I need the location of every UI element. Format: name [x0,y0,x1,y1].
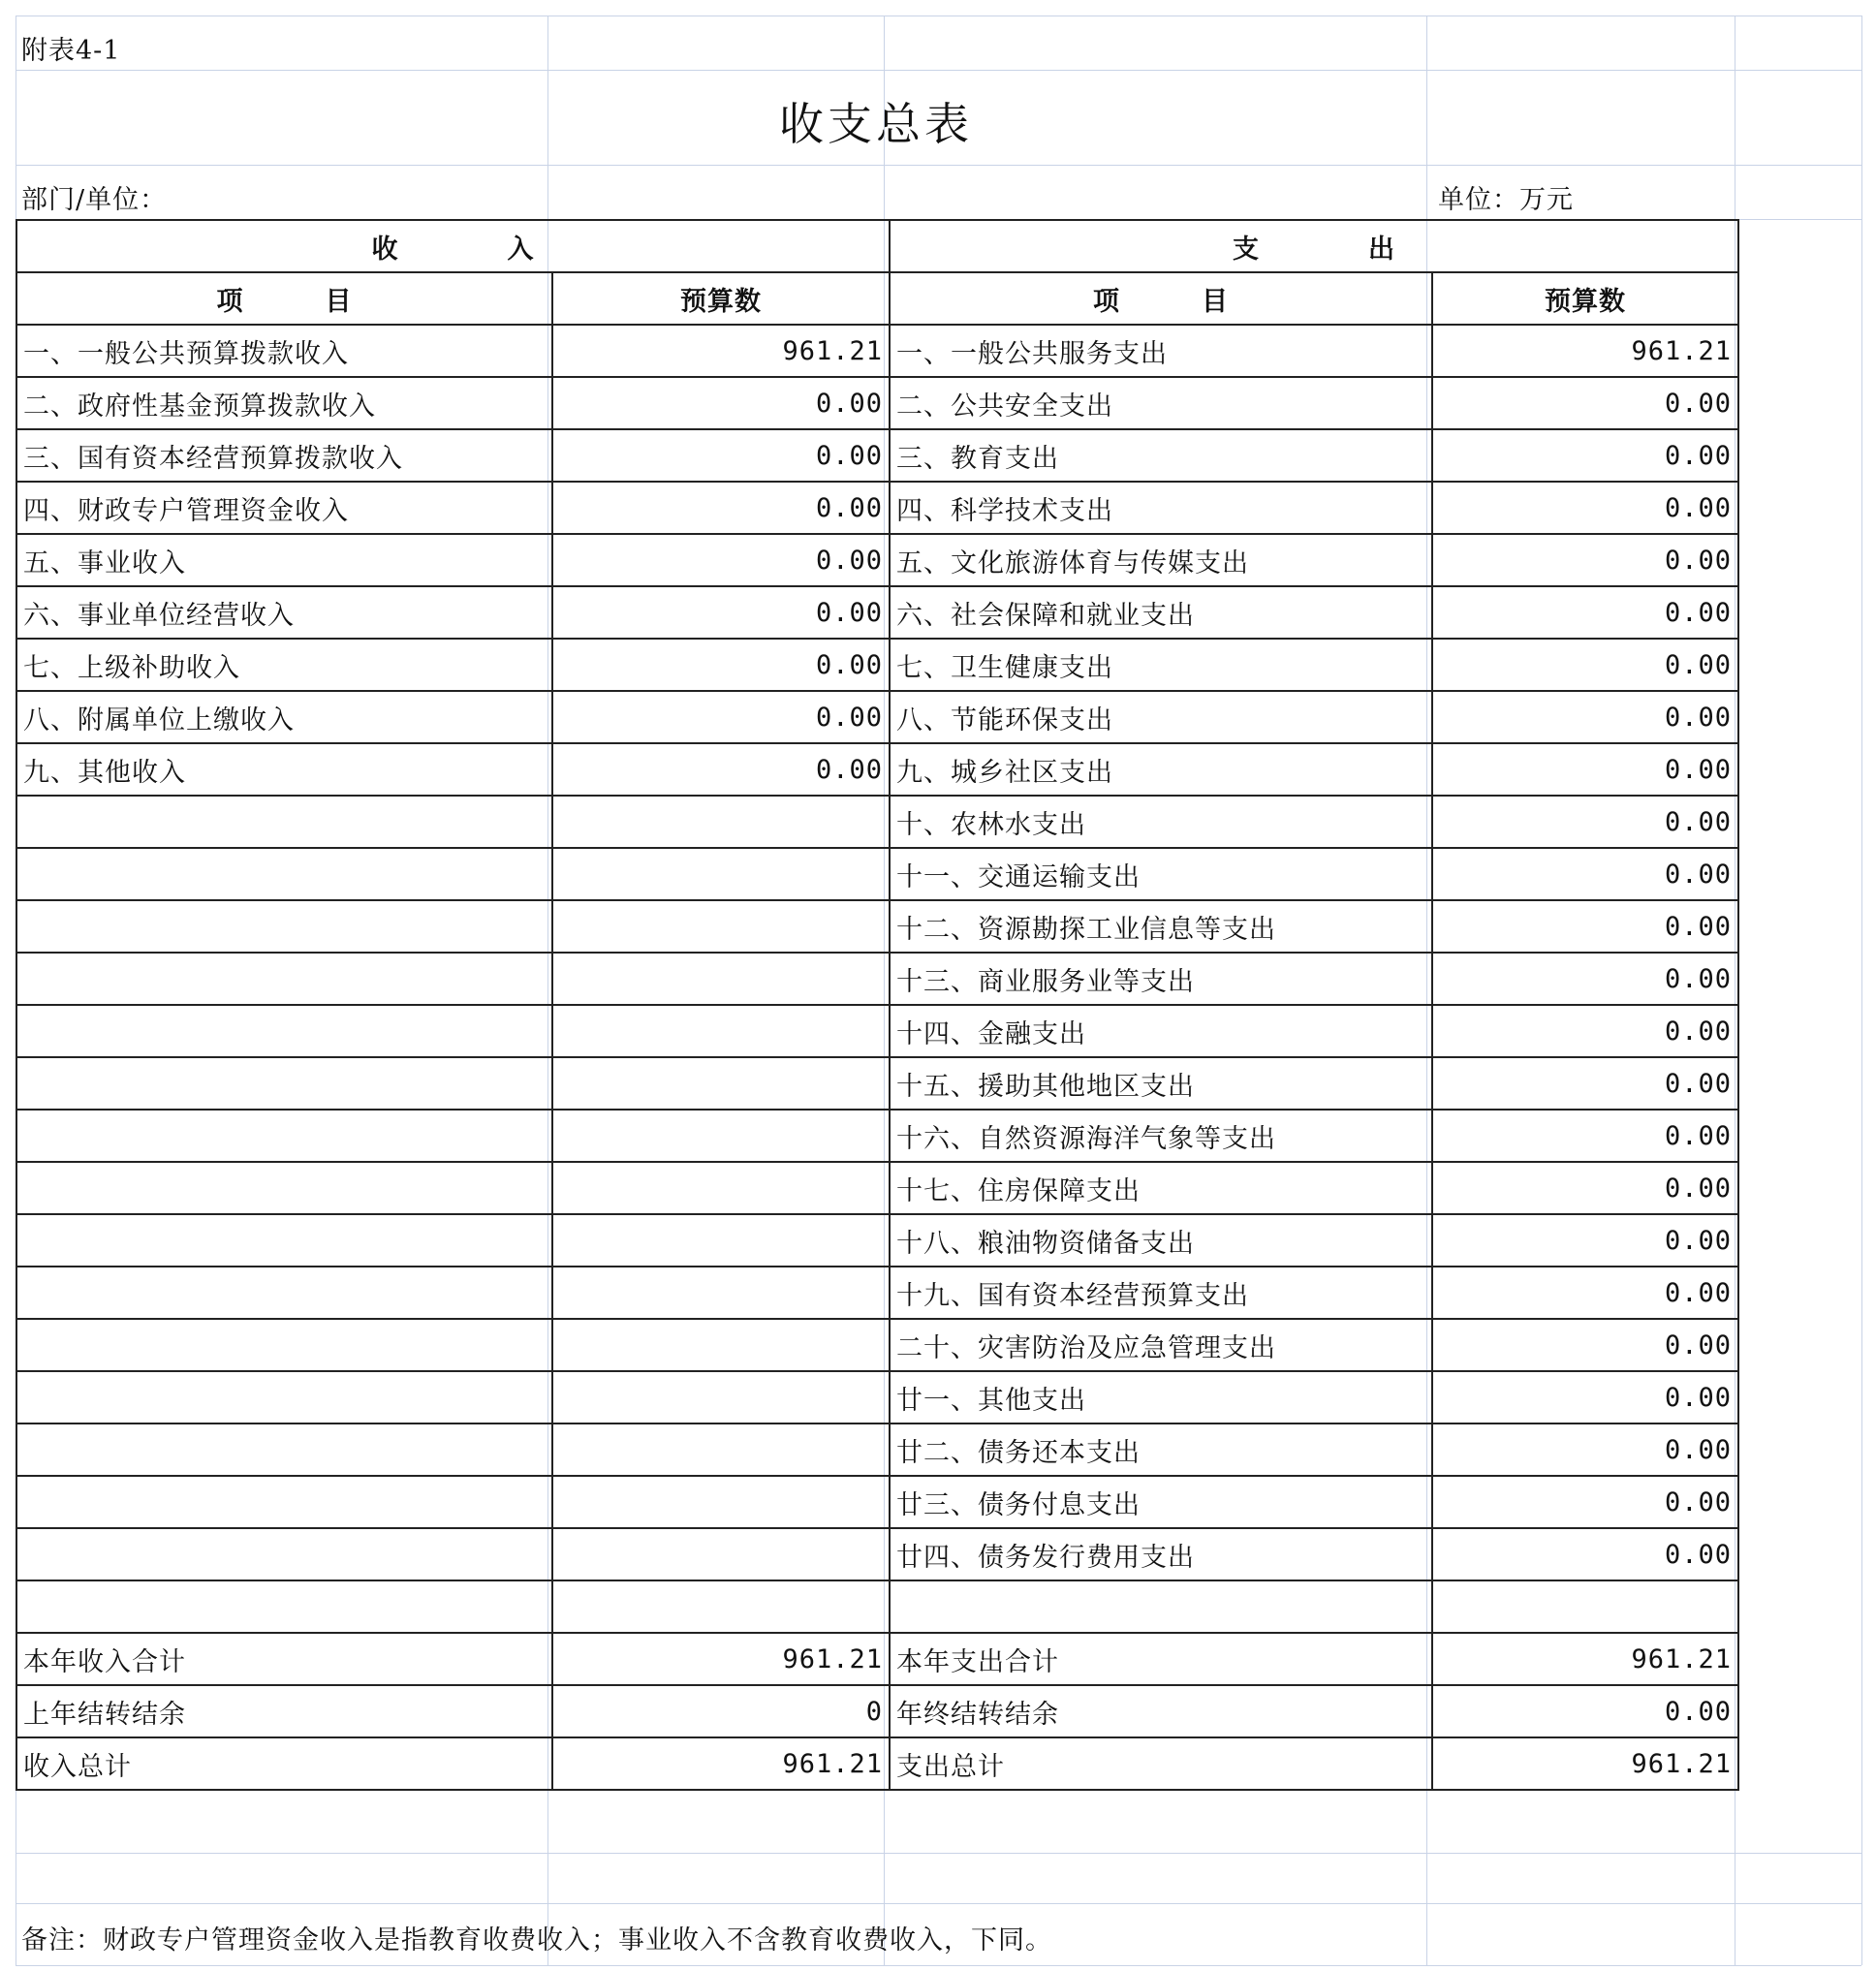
income-item-cell [16,1371,552,1424]
expense-value-cell: 961.21 [1432,1737,1738,1790]
expense-value-cell: 0.00 [1432,1476,1738,1528]
income-item-cell: 五、事业收入 [16,534,552,586]
income-value-cell [552,1267,890,1319]
table-row [16,1476,1738,1528]
income-item-header: 项 目 [16,272,552,325]
page-title: 收支总表 [779,98,973,150]
gridline [16,1903,1861,1904]
expense-item-cell: 廿二、债务还本支出 [890,1424,1432,1476]
expense-value-cell: 0.00 [1432,796,1738,848]
income-item-cell [16,1476,552,1528]
table-row [16,1424,1738,1476]
expense-item-cell: 七、卫生健康支出 [890,639,1432,691]
table-row [16,1214,1738,1267]
table-body [16,325,1738,1790]
income-item-cell [16,796,552,848]
income-value-cell: 0 [552,1685,890,1737]
expense-item-cell: 十七、住房保障支出 [890,1162,1432,1214]
table-row [16,848,1738,900]
income-item-cell [16,1057,552,1110]
table-row [16,639,1738,691]
expense-value-cell: 961.21 [1432,325,1738,377]
expense-value-cell [1432,1580,1738,1633]
expense-value-cell: 0.00 [1432,1005,1738,1057]
income-item-cell [16,1214,552,1267]
expense-item-cell: 十三、商业服务业等支出 [890,953,1432,1005]
annex-label: 附表4-1 [21,36,121,66]
expense-value-cell: 0.00 [1432,1110,1738,1162]
income-item-cell [16,1528,552,1580]
total-row [16,1737,1738,1790]
expense-item-cell: 廿四、债务发行费用支出 [890,1528,1432,1580]
expense-item-cell: 二十、灾害防治及应急管理支出 [890,1319,1432,1371]
income-value-cell [552,1162,890,1214]
gridline [16,165,1861,166]
income-value-cell [552,900,890,953]
expense-item-cell: 廿三、债务付息支出 [890,1476,1432,1528]
table-row [16,377,1738,429]
income-item-cell [16,1267,552,1319]
income-value-cell [552,953,890,1005]
expense-item-cell [890,1580,1432,1633]
expense-value-cell: 0.00 [1432,1319,1738,1371]
section-header-row [16,220,1738,272]
expense-value-cell: 0.00 [1432,639,1738,691]
income-value-cell: 961.21 [552,325,890,377]
table-row [16,1057,1738,1110]
gridline [16,1965,1861,1966]
expense-value-cell: 0.00 [1432,1685,1738,1737]
income-value-cell [552,1424,890,1476]
expense-value-cell: 0.00 [1432,482,1738,534]
income-expense-table [16,219,1739,1791]
unit-label: 单位：万元 [1438,185,1574,215]
expense-value-cell: 0.00 [1432,1371,1738,1424]
expense-item-cell: 三、教育支出 [890,429,1432,482]
table-row [16,1319,1738,1371]
expense-item-cell: 廿一、其他支出 [890,1371,1432,1424]
expense-value-cell: 0.00 [1432,1214,1738,1267]
income-item-cell [16,1110,552,1162]
income-value-cell: 961.21 [552,1737,890,1790]
table-row [16,586,1738,639]
column-header-row [16,272,1738,325]
income-value-cell [552,1528,890,1580]
income-value-cell [552,1110,890,1162]
income-value-cell: 961.21 [552,1633,890,1685]
expense-item-cell: 十四、金融支出 [890,1005,1432,1057]
income-item-cell [16,1162,552,1214]
department-label: 部门/单位： [21,185,168,215]
income-item-cell: 上年结转结余 [16,1685,552,1737]
income-value-cell: 0.00 [552,429,890,482]
expense-item-cell: 十六、自然资源海洋气象等支出 [890,1110,1432,1162]
income-item-cell: 一、一般公共预算拨款收入 [16,325,552,377]
income-value-cell [552,1005,890,1057]
expense-item-cell: 十二、资源勘探工业信息等支出 [890,900,1432,953]
income-value-cell [552,1214,890,1267]
income-item-cell [16,1319,552,1371]
expense-value-cell: 0.00 [1432,743,1738,796]
expense-item-cell: 十九、国有资本经营预算支出 [890,1267,1432,1319]
expense-value-cell: 0.00 [1432,1057,1738,1110]
income-value-cell [552,1057,890,1110]
income-item-cell: 九、其他收入 [16,743,552,796]
expense-item-cell: 十五、援助其他地区支出 [890,1057,1432,1110]
income-value-cell: 0.00 [552,377,890,429]
expense-item-cell: 十八、粮油物资储备支出 [890,1214,1432,1267]
table-row [16,1162,1738,1214]
income-value-cell [552,1371,890,1424]
expense-value-cell: 961.21 [1432,1633,1738,1685]
expense-item-cell: 二、公共安全支出 [890,377,1432,429]
expense-item-cell: 十、农林水支出 [890,796,1432,848]
table-row [16,900,1738,953]
income-value-cell: 0.00 [552,743,890,796]
income-item-cell [16,1005,552,1057]
table-row [16,482,1738,534]
expense-section-header: 支 出 [890,220,1738,272]
table-row [16,1580,1738,1633]
footnote: 备注：财政专户管理资金收入是指教育收费收入；事业收入不含教育收费收入，下同。 [21,1925,1052,1955]
table-row [16,1005,1738,1057]
income-item-cell: 六、事业单位经营收入 [16,586,552,639]
expense-value-cell: 0.00 [1432,377,1738,429]
income-value-cell [552,1476,890,1528]
table-row [16,1528,1738,1580]
expense-item-cell: 六、社会保障和就业支出 [890,586,1432,639]
expense-item-cell: 一、一般公共服务支出 [890,325,1432,377]
gridline [16,70,1861,71]
table-row [16,953,1738,1005]
gridline [1861,16,1862,1965]
expense-item-cell: 本年支出合计 [890,1633,1432,1685]
expense-value-cell: 0.00 [1432,429,1738,482]
expense-value-cell: 0.00 [1432,848,1738,900]
income-budget-header: 预算数 [552,272,890,325]
expense-value-cell: 0.00 [1432,534,1738,586]
expense-item-cell: 支出总计 [890,1737,1432,1790]
expense-value-cell: 0.00 [1432,900,1738,953]
income-value-cell [552,1580,890,1633]
income-value-cell [552,796,890,848]
expense-item-cell: 年终结转结余 [890,1685,1432,1737]
table-row [16,429,1738,482]
expense-value-cell: 0.00 [1432,1162,1738,1214]
expense-item-cell: 十一、交通运输支出 [890,848,1432,900]
income-item-cell: 本年收入合计 [16,1633,552,1685]
expense-item-cell: 四、科学技术支出 [890,482,1432,534]
expense-value-cell: 0.00 [1432,586,1738,639]
income-item-cell [16,1424,552,1476]
income-value-cell: 0.00 [552,691,890,743]
income-value-cell [552,1319,890,1371]
expense-item-cell: 八、节能环保支出 [890,691,1432,743]
table-row [16,325,1738,377]
table-row [16,1110,1738,1162]
income-value-cell [552,848,890,900]
expense-item-cell: 九、城乡社区支出 [890,743,1432,796]
expense-value-cell: 0.00 [1432,1424,1738,1476]
total-row [16,1685,1738,1737]
gridline [16,1853,1861,1854]
total-row [16,1633,1738,1685]
expense-value-cell: 0.00 [1432,691,1738,743]
income-item-cell: 收入总计 [16,1737,552,1790]
income-item-cell: 四、财政专户管理资金收入 [16,482,552,534]
table-row [16,534,1738,586]
income-item-cell: 八、附属单位上缴收入 [16,691,552,743]
table-row [16,1267,1738,1319]
table-row [16,1371,1738,1424]
income-item-cell [16,900,552,953]
income-item-cell: 七、上级补助收入 [16,639,552,691]
income-value-cell: 0.00 [552,639,890,691]
income-value-cell: 0.00 [552,534,890,586]
income-value-cell: 0.00 [552,586,890,639]
expense-value-cell: 0.00 [1432,1528,1738,1580]
table-row [16,691,1738,743]
income-section-header: 收 入 [16,220,890,272]
income-item-cell: 二、政府性基金预算拨款收入 [16,377,552,429]
income-value-cell: 0.00 [552,482,890,534]
table-row [16,796,1738,848]
expense-item-cell: 五、文化旅游体育与传媒支出 [890,534,1432,586]
table-row [16,743,1738,796]
income-item-cell: 三、国有资本经营预算拨款收入 [16,429,552,482]
income-item-cell [16,848,552,900]
income-item-cell [16,1580,552,1633]
expense-item-header: 项 目 [890,272,1432,325]
expense-value-cell: 0.00 [1432,1267,1738,1319]
expense-value-cell: 0.00 [1432,953,1738,1005]
income-item-cell [16,953,552,1005]
expense-budget-header: 预算数 [1432,272,1738,325]
